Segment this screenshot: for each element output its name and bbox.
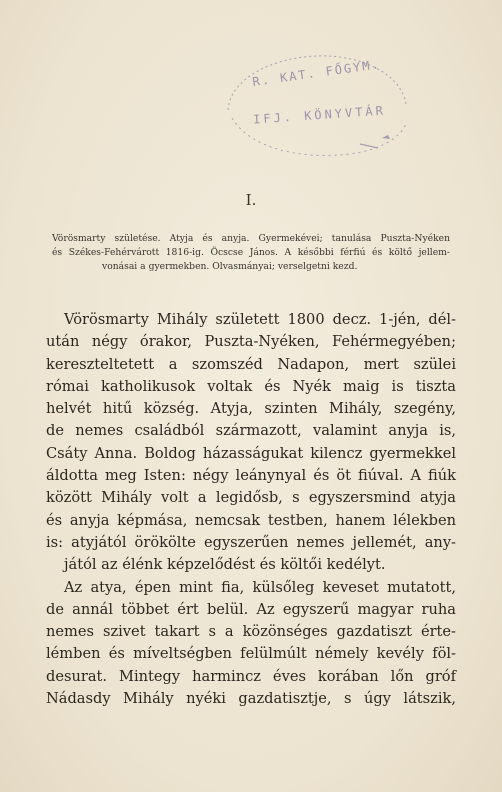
body-line: de nemes családból származott, valamint anyja is,	[46, 422, 456, 440]
body-line: is: atyjától örökölte egyszerűen nemes jellemét, any-	[46, 533, 456, 551]
body-line: római katholikusok voltak és Nyék maig is tiszta	[46, 377, 456, 395]
body-line: Vörösmarty Mihály született 1800 decz. 1-jén, dél-	[64, 311, 456, 328]
stamp-text-top: R. KAT. FŐGYM.	[251, 57, 382, 89]
body-paragraphs	[46, 309, 456, 710]
body-line: desurat. Mintegy harmincz éves korában lőn gróf	[46, 667, 456, 685]
body-line: Az atya, épen mint fia, külsőleg keveset mutatott,	[64, 578, 456, 596]
body-line: de annál többet ért belül. Az egyszerű magyar ruha	[46, 600, 456, 618]
summary-line: és Székes-Fehérvárott 1816-ig. Öcscse János. A későbbi férfiú és költő jellem-	[52, 247, 450, 258]
chapter-number: I.	[245, 191, 257, 209]
body-line: nemes szivet takart s a közönséges gazdatiszt érte-	[46, 623, 456, 641]
body-line: és anyja képmása, nemcsak testben, hanem lélekben	[46, 511, 456, 529]
stamp-text-middle: IFJ. KÖNYVTÁR	[252, 103, 387, 127]
body-line: áldotta meg Isten: négy leánynyal és öt fiúval. A fiúk	[46, 467, 456, 485]
body-line: lémben és míveltségben felülmúlt némely kevély föl-	[46, 645, 456, 663]
body-line: Csáty Anna. Boldog házasságukat kilencz gyermekkel	[46, 444, 456, 462]
summary-line: Vörösmarty születése. Atyja és anyja. Gyermekévei; tanulása Puszta-Nyéken	[52, 233, 450, 244]
library-stamp	[210, 48, 420, 168]
body-line: helvét hitű község. Atyja, szinten Mihály, szegény,	[46, 400, 456, 418]
body-line: kereszteltetett a szomszéd Nadapon, mert szülei	[46, 355, 456, 373]
summary-line: vonásai a gyermekben. Olvasmányai; verselgetni kezd.	[102, 261, 358, 272]
body-line: jától az élénk képzelődést és költői kedélyt.	[64, 556, 386, 574]
body-line: Nádasdy Mihály nyéki gazdatisztje, s úgy látszik,	[46, 690, 456, 708]
body-line: után négy órakor, Puszta-Nyéken, Fehérmegyében;	[46, 333, 456, 351]
chapter-summary	[52, 232, 450, 274]
body-line: között Mihály volt a legidősb, s egyszersmind atyja	[46, 489, 456, 507]
